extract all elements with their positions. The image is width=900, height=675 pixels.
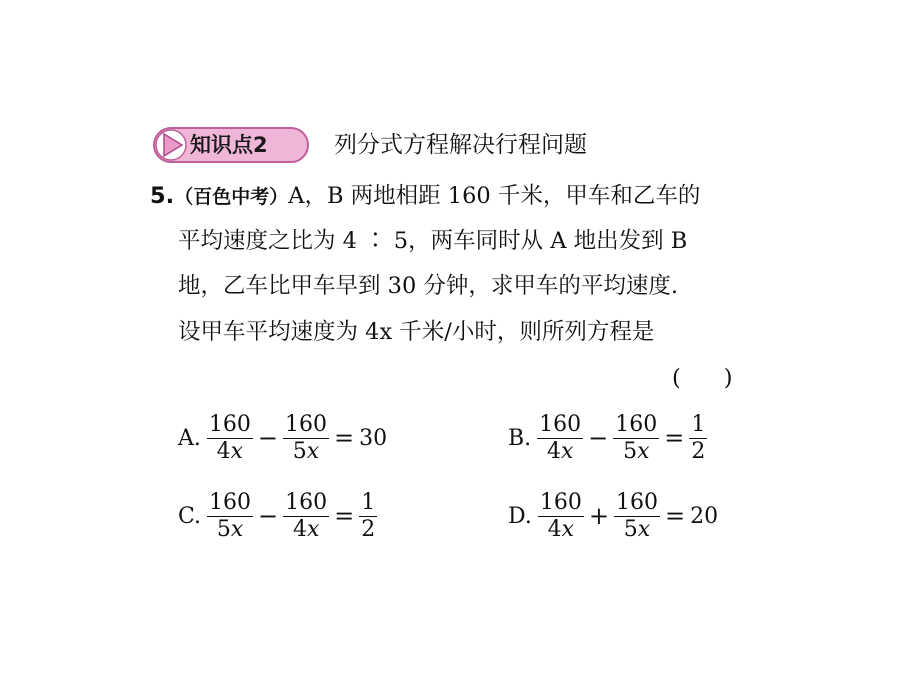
option-b[interactable] (508, 410, 709, 466)
numerator: 160 (615, 411, 658, 437)
equals-sign: = (664, 502, 686, 530)
numerator: 160 (208, 411, 251, 437)
fraction (537, 412, 583, 465)
numerator: 160 (209, 489, 252, 515)
option-c[interactable] (178, 488, 379, 544)
denominator: 5x (623, 516, 651, 542)
knowledge-point-badge (152, 126, 312, 164)
section-title: 列分式方程解决行程问题 (334, 132, 587, 158)
denominator: 5x (292, 438, 320, 464)
denominator: 4x (216, 438, 244, 464)
rhs-value: 20 (690, 503, 719, 529)
option-letter: A. (178, 425, 201, 451)
badge-label: 知识点2 (190, 133, 268, 157)
fraction (207, 490, 253, 543)
denominator: 5x (623, 438, 650, 464)
fraction (538, 490, 584, 543)
operator: − (588, 424, 609, 452)
question-line-4: 设甲车平均速度为 4x 千米/小时，则所列方程是 (178, 319, 655, 345)
numerator: 160 (539, 411, 582, 437)
question-line-3: 地，乙车比甲车早到 30 分钟，求甲车的平均速度. (178, 273, 679, 299)
numerator: 160 (285, 411, 327, 437)
fraction (207, 412, 253, 465)
equals-sign: = (664, 424, 685, 452)
denominator: 2 (691, 438, 706, 464)
denominator: 4x (546, 438, 574, 464)
fraction (613, 412, 659, 465)
numerator: 1 (691, 411, 706, 437)
answer-blank: ( ) (672, 365, 733, 391)
question-text-1: A，B 两地相距 160 千米，甲车和乙车的 (288, 183, 701, 209)
fraction (614, 490, 660, 543)
option-letter: D. (508, 503, 532, 529)
denominator: 5x (216, 516, 244, 542)
question-line-1 (150, 180, 700, 212)
fraction (283, 412, 329, 465)
numerator: 160 (615, 489, 658, 515)
equals-sign: = (334, 502, 355, 530)
operator: − (257, 424, 278, 452)
rhs-value: 30 (359, 425, 388, 451)
option-a[interactable] (178, 410, 387, 466)
numerator: 160 (539, 489, 582, 515)
option-d[interactable] (508, 488, 718, 544)
fraction (283, 490, 329, 543)
numerator: 1 (361, 489, 376, 515)
rhs-fraction (359, 490, 377, 543)
operator: − (258, 502, 279, 530)
operator: + (588, 502, 609, 530)
question-number: 5. (150, 183, 175, 209)
question-line-2: 平均速度之比为 4 ∶ 5，两车同时从 A 地出发到 B (178, 228, 688, 254)
question-source: （百色中考） (174, 186, 289, 208)
option-letter: B. (508, 425, 532, 451)
denominator: 2 (361, 516, 376, 542)
rhs-fraction (689, 412, 707, 465)
numerator: 160 (285, 489, 328, 515)
option-letter: C. (178, 503, 202, 529)
denominator: 4x (547, 516, 575, 542)
denominator: 4x (292, 516, 320, 542)
equals-sign: = (334, 424, 355, 452)
